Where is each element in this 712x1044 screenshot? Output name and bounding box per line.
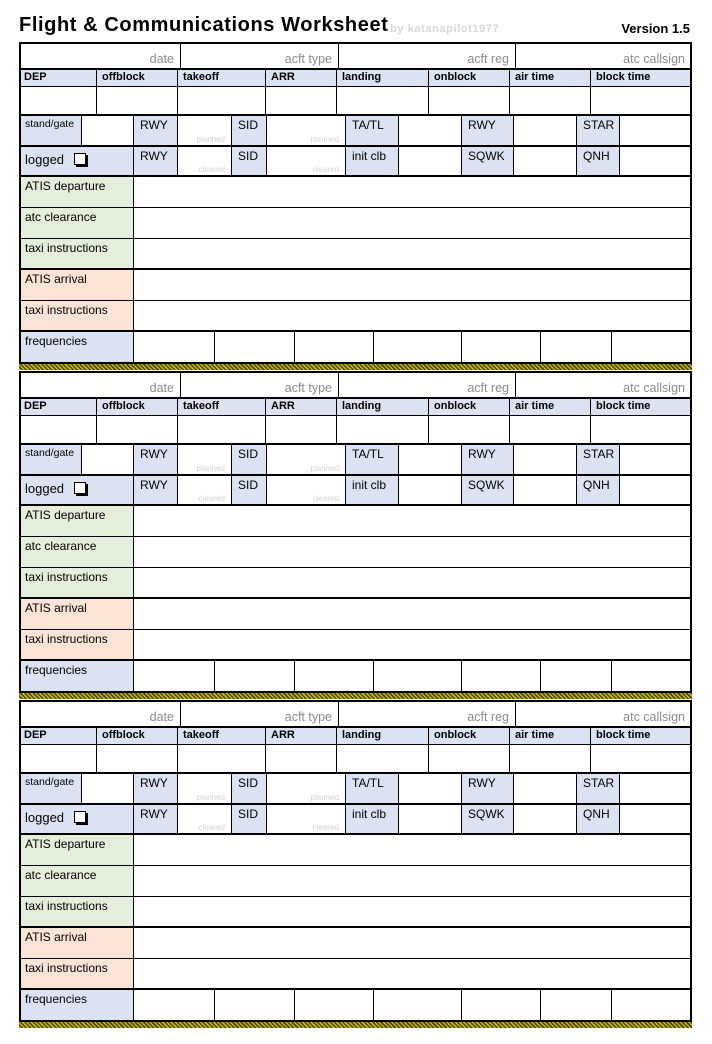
- rwy-arrival-input[interactable]: [514, 774, 577, 805]
- init-clb-label: init clb: [346, 805, 399, 835]
- frequency-input[interactable]: [215, 990, 295, 1022]
- header-offblock: offblock: [97, 70, 178, 87]
- sid-cleared-input[interactable]: [267, 147, 346, 177]
- header-onblock: onblock: [429, 399, 510, 416]
- sid-planned-input[interactable]: [267, 116, 346, 147]
- init-clb-label: init clb: [346, 476, 399, 506]
- frequency-input[interactable]: [215, 332, 295, 364]
- qnh-label: QNH: [577, 476, 620, 506]
- atc-clearance-input[interactable]: [134, 208, 692, 239]
- header-arr: ARR: [266, 70, 337, 87]
- frequencies-label: frequencies: [19, 990, 134, 1022]
- atis-arrival-label: ATIS arrival: [19, 599, 134, 630]
- version-label: Version 1.5: [621, 21, 690, 36]
- header-dep: DEP: [19, 728, 97, 745]
- rwy-cleared-label: RWY: [134, 476, 178, 506]
- rwy-cleared-label: RWY: [134, 805, 178, 835]
- rwy-planned-input[interactable]: [178, 445, 232, 476]
- logged-label: logged: [25, 810, 65, 825]
- star-label: STAR: [577, 116, 620, 147]
- takeoff-input[interactable]: [178, 745, 266, 774]
- sid-planned-label: SID: [232, 774, 267, 805]
- frequency-input[interactable]: [462, 661, 541, 693]
- qnh-input[interactable]: [620, 805, 692, 835]
- header-air-time: air time: [510, 70, 591, 87]
- cleared-hint: cleared: [198, 165, 225, 174]
- header-onblock: onblock: [429, 728, 510, 745]
- taxi-departure-label: taxi instructions: [19, 239, 134, 270]
- onblock-input[interactable]: [429, 745, 510, 774]
- stand-gate-label: stand/gate: [19, 774, 82, 805]
- dep-input[interactable]: [19, 416, 97, 445]
- frequency-input[interactable]: [462, 332, 541, 364]
- frequency-input[interactable]: [541, 990, 612, 1022]
- header-landing: landing: [337, 70, 429, 87]
- arr-input[interactable]: [266, 87, 337, 116]
- block-time-input[interactable]: [591, 745, 692, 774]
- sqwk-input[interactable]: [514, 147, 577, 177]
- logged-checkbox[interactable]: [74, 153, 86, 165]
- init-clb-label: init clb: [346, 147, 399, 177]
- planned-hint: planned: [310, 135, 339, 144]
- rwy-arrival-label: RWY: [462, 774, 514, 805]
- planned-hint: planned: [196, 793, 225, 802]
- star-label: STAR: [577, 445, 620, 476]
- cleared-hint: cleared: [312, 823, 339, 832]
- logged-checkbox[interactable]: [74, 811, 86, 823]
- stand-gate-input[interactable]: [82, 445, 134, 476]
- init-clb-input[interactable]: [399, 147, 462, 177]
- ta-tl-input[interactable]: [399, 116, 462, 147]
- rwy-cleared-input[interactable]: [178, 147, 232, 177]
- rwy-planned-input[interactable]: [178, 774, 232, 805]
- stand-gate-input[interactable]: [82, 116, 134, 147]
- taxi-departure-input[interactable]: [134, 239, 692, 270]
- landing-input[interactable]: [337, 416, 429, 445]
- header-dep: DEP: [19, 399, 97, 416]
- flight-worksheet-section-3: [19, 700, 692, 1028]
- frequency-input[interactable]: [134, 332, 215, 364]
- cleared-hint: cleared: [312, 494, 339, 503]
- atis-arrival-input[interactable]: [134, 270, 692, 301]
- frequency-input[interactable]: [541, 661, 612, 693]
- planned-hint: planned: [310, 793, 339, 802]
- sqwk-label: SQWK: [462, 476, 514, 506]
- rwy-arrival-input[interactable]: [514, 445, 577, 476]
- frequency-input[interactable]: [462, 990, 541, 1022]
- qnh-label: QNH: [577, 805, 620, 835]
- header-block-time: block time: [591, 399, 692, 416]
- atc-callsign-field[interactable]: [516, 700, 692, 728]
- header-block-time: block time: [591, 728, 692, 745]
- onblock-input[interactable]: [429, 416, 510, 445]
- frequency-input[interactable]: [612, 332, 692, 364]
- frequency-input[interactable]: [374, 332, 462, 364]
- atc-callsign-label: atc callsign: [623, 710, 685, 724]
- rwy-planned-input[interactable]: [178, 116, 232, 147]
- offblock-input[interactable]: [97, 416, 178, 445]
- sqwk-label: SQWK: [462, 147, 514, 177]
- atc-clearance-label: atc clearance: [19, 537, 134, 568]
- stand-gate-label: stand/gate: [19, 116, 82, 147]
- acft-reg-label: acft reg: [467, 381, 509, 395]
- init-clb-input[interactable]: [399, 476, 462, 506]
- dep-input[interactable]: [19, 87, 97, 116]
- landing-input[interactable]: [337, 745, 429, 774]
- sid-cleared-input[interactable]: [267, 476, 346, 506]
- date-field[interactable]: [19, 371, 181, 399]
- atis-arrival-label: ATIS arrival: [19, 270, 134, 301]
- sid-cleared-label: SID: [232, 147, 267, 177]
- atc-clearance-input[interactable]: [134, 866, 692, 897]
- header-air-time: air time: [510, 399, 591, 416]
- rwy-cleared-input[interactable]: [178, 805, 232, 835]
- sid-planned-label: SID: [232, 116, 267, 147]
- atis-departure-input[interactable]: [134, 835, 692, 866]
- logged-checkbox-cell[interactable]: [19, 805, 134, 835]
- rwy-cleared-input[interactable]: [178, 476, 232, 506]
- ta-tl-label: TA/TL: [346, 116, 399, 147]
- acft-type-label: acft type: [284, 710, 332, 724]
- stand-gate-input[interactable]: [82, 774, 134, 805]
- rwy-arrival-label: RWY: [462, 116, 514, 147]
- star-input[interactable]: [620, 445, 692, 476]
- frequency-input[interactable]: [215, 661, 295, 693]
- frequency-input[interactable]: [134, 661, 215, 693]
- frequency-input[interactable]: [295, 332, 374, 364]
- logged-label: logged: [25, 152, 65, 167]
- atis-departure-label: ATIS departure: [19, 835, 134, 866]
- acft-reg-label: acft reg: [467, 52, 509, 66]
- air-time-input[interactable]: [510, 745, 591, 774]
- acft-type-field[interactable]: [181, 42, 339, 70]
- sqwk-label: SQWK: [462, 805, 514, 835]
- atis-departure-label: ATIS departure: [19, 506, 134, 537]
- section-divider-stripe: [19, 364, 692, 370]
- frequency-input[interactable]: [374, 990, 462, 1022]
- rwy-planned-label: RWY: [134, 445, 178, 476]
- init-clb-input[interactable]: [399, 805, 462, 835]
- qnh-input[interactable]: [620, 476, 692, 506]
- taxi-arrival-input[interactable]: [134, 959, 692, 990]
- frequency-input[interactable]: [295, 661, 374, 693]
- rwy-planned-label: RWY: [134, 774, 178, 805]
- atis-arrival-input[interactable]: [134, 928, 692, 959]
- header-block-time: block time: [591, 70, 692, 87]
- atis-arrival-label: ATIS arrival: [19, 928, 134, 959]
- acft-type-field[interactable]: [181, 371, 339, 399]
- planned-hint: planned: [196, 135, 225, 144]
- frequency-input[interactable]: [612, 990, 692, 1022]
- header-takeoff: takeoff: [178, 728, 266, 745]
- taxi-departure-label: taxi instructions: [19, 897, 134, 928]
- sid-planned-label: SID: [232, 445, 267, 476]
- ta-tl-label: TA/TL: [346, 445, 399, 476]
- logged-label: logged: [25, 481, 65, 496]
- stand-gate-label: stand/gate: [19, 445, 82, 476]
- date-label: date: [149, 381, 174, 395]
- cleared-hint: cleared: [312, 165, 339, 174]
- cleared-hint: cleared: [198, 823, 225, 832]
- atis-departure-input[interactable]: [134, 177, 692, 208]
- atc-clearance-input[interactable]: [134, 537, 692, 568]
- date-field[interactable]: [19, 42, 181, 70]
- header-offblock: offblock: [97, 399, 178, 416]
- star-label: STAR: [577, 774, 620, 805]
- flight-worksheet-section-1: [19, 42, 692, 370]
- logged-checkbox-cell[interactable]: [19, 147, 134, 177]
- atis-departure-input[interactable]: [134, 506, 692, 537]
- page-title: Flight & Communications Worksheet: [19, 14, 389, 36]
- star-input[interactable]: [620, 774, 692, 805]
- section-divider-stripe: [19, 693, 692, 699]
- taxi-arrival-label: taxi instructions: [19, 301, 134, 332]
- sid-cleared-input[interactable]: [267, 805, 346, 835]
- frequency-input[interactable]: [612, 661, 692, 693]
- offblock-input[interactable]: [97, 745, 178, 774]
- flight-worksheet-section-2: [19, 371, 692, 699]
- header-arr: ARR: [266, 728, 337, 745]
- sid-cleared-label: SID: [232, 805, 267, 835]
- takeoff-input[interactable]: [178, 416, 266, 445]
- block-time-input[interactable]: [591, 87, 692, 116]
- header-onblock: onblock: [429, 70, 510, 87]
- taxi-arrival-label: taxi instructions: [19, 959, 134, 990]
- acft-reg-field[interactable]: [339, 700, 516, 728]
- frequency-input[interactable]: [541, 332, 612, 364]
- acft-reg-field[interactable]: [339, 371, 516, 399]
- sid-planned-input[interactable]: [267, 445, 346, 476]
- atis-departure-label: ATIS departure: [19, 177, 134, 208]
- frequency-input[interactable]: [374, 661, 462, 693]
- star-input[interactable]: [620, 116, 692, 147]
- section-divider-stripe: [19, 1022, 692, 1028]
- taxi-departure-input[interactable]: [134, 568, 692, 599]
- frequencies-label: frequencies: [19, 332, 134, 364]
- planned-hint: planned: [196, 464, 225, 473]
- date-label: date: [149, 52, 174, 66]
- qnh-label: QNH: [577, 147, 620, 177]
- header-air-time: air time: [510, 728, 591, 745]
- taxi-departure-label: taxi instructions: [19, 568, 134, 599]
- ta-tl-input[interactable]: [399, 445, 462, 476]
- header-landing: landing: [337, 399, 429, 416]
- atc-callsign-label: atc callsign: [623, 52, 685, 66]
- qnh-input[interactable]: [620, 147, 692, 177]
- acft-reg-label: acft reg: [467, 710, 509, 724]
- sqwk-input[interactable]: [514, 476, 577, 506]
- acft-type-label: acft type: [284, 52, 332, 66]
- sid-cleared-label: SID: [232, 476, 267, 506]
- atis-arrival-input[interactable]: [134, 599, 692, 630]
- sqwk-input[interactable]: [514, 805, 577, 835]
- rwy-planned-label: RWY: [134, 116, 178, 147]
- sid-planned-input[interactable]: [267, 774, 346, 805]
- logged-checkbox-cell[interactable]: [19, 476, 134, 506]
- ta-tl-label: TA/TL: [346, 774, 399, 805]
- cleared-hint: cleared: [198, 494, 225, 503]
- taxi-arrival-label: taxi instructions: [19, 630, 134, 661]
- air-time-input[interactable]: [510, 87, 591, 116]
- landing-input[interactable]: [337, 87, 429, 116]
- header-dep: DEP: [19, 70, 97, 87]
- taxi-arrival-input[interactable]: [134, 301, 692, 332]
- acft-type-field[interactable]: [181, 700, 339, 728]
- frequency-input[interactable]: [295, 990, 374, 1022]
- planned-hint: planned: [310, 464, 339, 473]
- header-landing: landing: [337, 728, 429, 745]
- rwy-arrival-label: RWY: [462, 445, 514, 476]
- date-label: date: [149, 710, 174, 724]
- logged-checkbox[interactable]: [74, 482, 86, 494]
- block-time-input[interactable]: [591, 416, 692, 445]
- acft-reg-field[interactable]: [339, 42, 516, 70]
- ta-tl-input[interactable]: [399, 774, 462, 805]
- offblock-input[interactable]: [97, 87, 178, 116]
- frequency-input[interactable]: [134, 990, 215, 1022]
- arr-input[interactable]: [266, 416, 337, 445]
- onblock-input[interactable]: [429, 87, 510, 116]
- dep-input[interactable]: [19, 745, 97, 774]
- arr-input[interactable]: [266, 745, 337, 774]
- air-time-input[interactable]: [510, 416, 591, 445]
- acft-type-label: acft type: [284, 381, 332, 395]
- rwy-arrival-input[interactable]: [514, 116, 577, 147]
- atc-callsign-label: atc callsign: [623, 381, 685, 395]
- header-takeoff: takeoff: [178, 70, 266, 87]
- atc-clearance-label: atc clearance: [19, 208, 134, 239]
- atc-callsign-field[interactable]: [516, 42, 692, 70]
- takeoff-input[interactable]: [178, 87, 266, 116]
- atc-callsign-field[interactable]: [516, 371, 692, 399]
- frequencies-label: frequencies: [19, 661, 134, 693]
- atc-clearance-label: atc clearance: [19, 866, 134, 897]
- header-takeoff: takeoff: [178, 399, 266, 416]
- author-credit: by katanapilot1977: [390, 23, 500, 35]
- header-offblock: offblock: [97, 728, 178, 745]
- date-field[interactable]: [19, 700, 181, 728]
- taxi-departure-input[interactable]: [134, 897, 692, 928]
- rwy-cleared-label: RWY: [134, 147, 178, 177]
- header-arr: ARR: [266, 399, 337, 416]
- taxi-arrival-input[interactable]: [134, 630, 692, 661]
